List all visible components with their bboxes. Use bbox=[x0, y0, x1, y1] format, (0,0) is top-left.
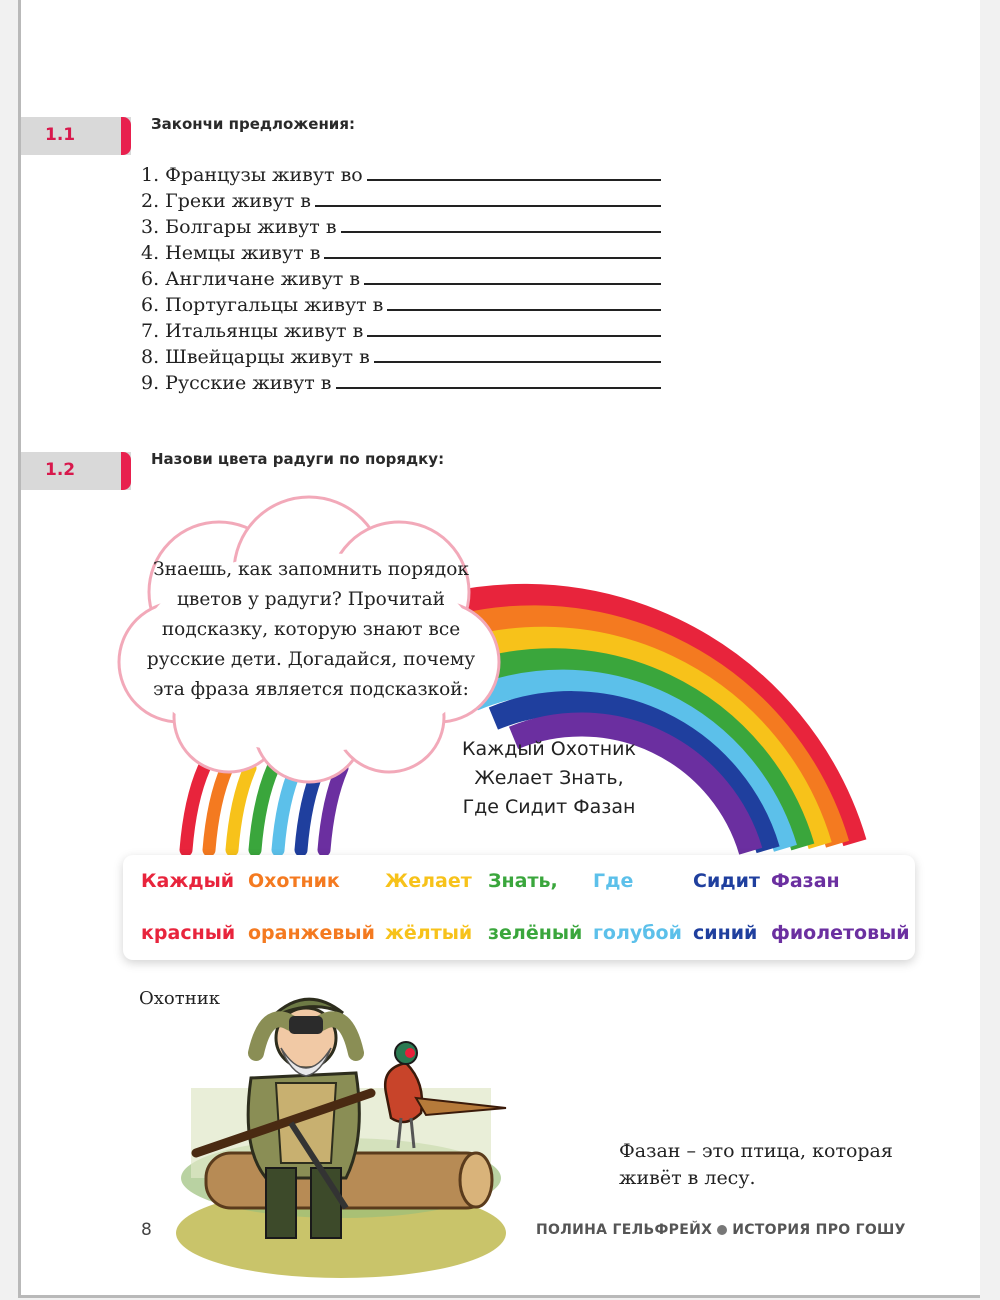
sentence-text: 4. Немцы живут в bbox=[141, 242, 321, 264]
mnemonic-word: Охотник bbox=[248, 870, 340, 892]
sentence-text: 1. Французы живут во bbox=[141, 164, 363, 186]
footer-author: ПОЛИНА ГЕЛЬФРЕЙХ bbox=[536, 1222, 713, 1238]
mnemonic-word: Желает bbox=[385, 870, 472, 892]
book-footer bbox=[536, 1222, 906, 1238]
sentence-text: 7. Итальянцы живут в bbox=[141, 320, 364, 342]
mnemonic-word: Сидит bbox=[693, 870, 760, 892]
mnemonic-word: Где bbox=[593, 870, 634, 892]
exercise-number: 1.2 bbox=[45, 460, 76, 480]
exercise-number: 1.1 bbox=[45, 125, 76, 145]
pheasant-caption: Фазан – это птица, которая живёт в лесу. bbox=[619, 1140, 893, 1189]
color-name: синий bbox=[693, 922, 758, 944]
color-name: голубой bbox=[593, 922, 682, 944]
exercise-2-instruction: Назови цвета радуги по порядку: bbox=[151, 450, 445, 468]
workbook-page bbox=[18, 0, 980, 1298]
color-mnemonic-table bbox=[123, 855, 915, 960]
exercise-1-instruction: Закончи предложения: bbox=[151, 115, 355, 133]
page-number: 8 bbox=[141, 1220, 152, 1240]
hint-text: Знаешь, как запомнить порядок цветов у радуги? Прочитай подсказку, которую знают все русские дети. Догадайся, почему эта фраза является подсказкой: bbox=[146, 559, 476, 700]
color-name: фиолетовый bbox=[771, 922, 910, 944]
bullet-icon bbox=[717, 1225, 727, 1235]
color-name: красный bbox=[141, 922, 236, 944]
mnemonic-phrase bbox=[429, 735, 669, 822]
mnemonic-word: Фазан bbox=[771, 870, 840, 892]
hunter-pheasant-illustration bbox=[171, 978, 511, 1278]
sentence-text: 6. Англичане живут в bbox=[141, 268, 361, 290]
hunter-caption: Охотник bbox=[139, 988, 220, 1009]
color-name: оранжевый bbox=[248, 922, 375, 944]
sentence-text: 2. Греки живут в bbox=[141, 190, 311, 212]
mnemonic-word: Знать, bbox=[488, 870, 558, 892]
mnemonic-line: Где Сидит Фазан bbox=[462, 796, 636, 818]
sentence-text: 6. Португальцы живут в bbox=[141, 294, 384, 316]
color-name: жёлтый bbox=[385, 922, 473, 944]
sentence-text: 3. Болгары живут в bbox=[141, 216, 337, 238]
sentence-text: 8. Швейцарцы живут в bbox=[141, 346, 370, 368]
mnemonic-line: Желает Знать, bbox=[474, 767, 624, 789]
mnemonic-word: Каждый bbox=[141, 870, 235, 892]
mnemonic-line: Каждый Охотник bbox=[462, 738, 636, 760]
sentence-text: 9. Русские живут в bbox=[141, 372, 332, 394]
footer-title: ИСТОРИЯ ПРО ГОШУ bbox=[732, 1222, 906, 1238]
color-name: зелёный bbox=[488, 922, 583, 944]
